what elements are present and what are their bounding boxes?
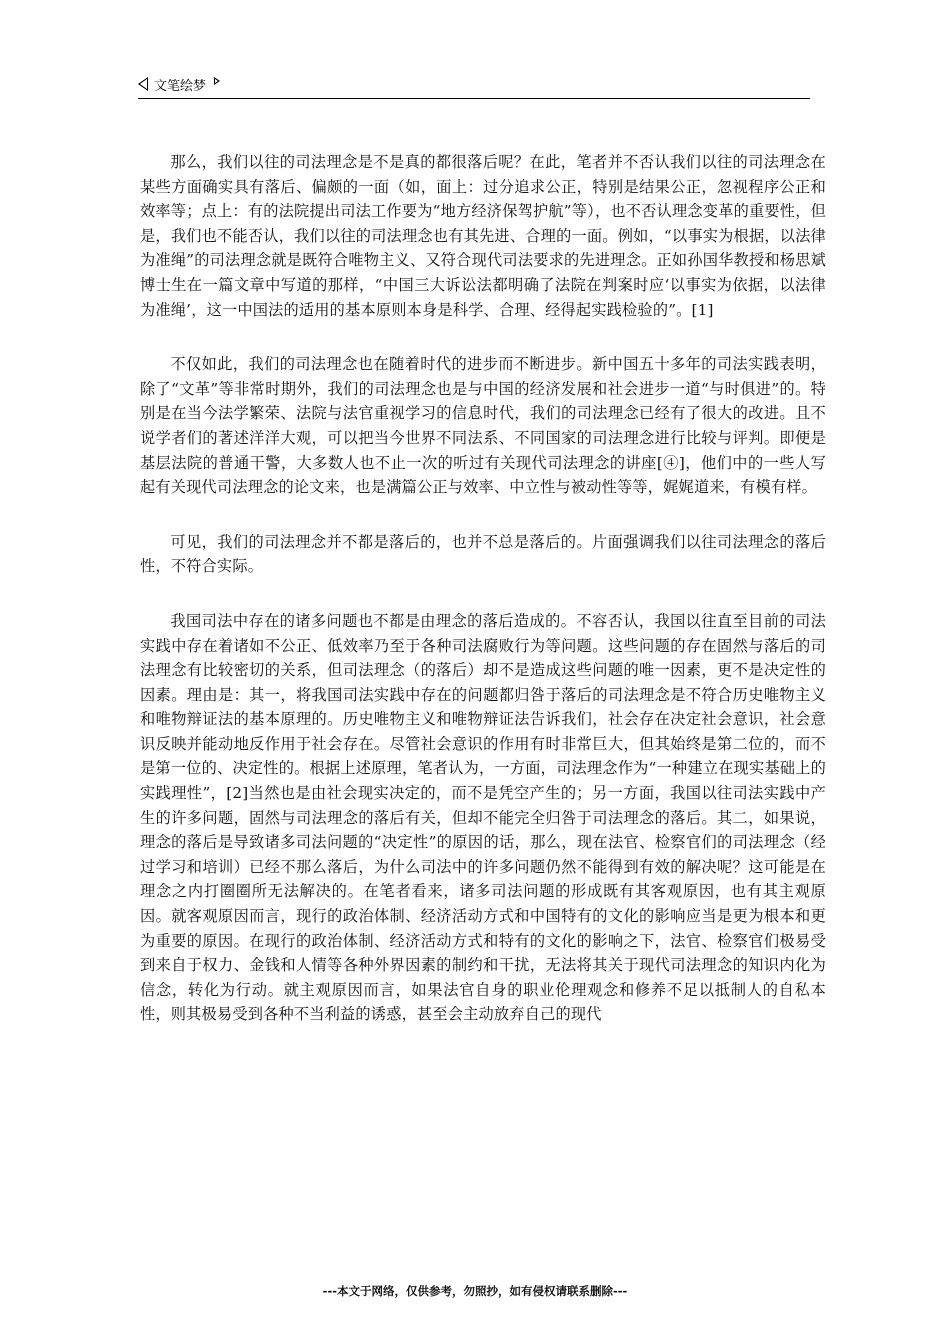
paragraph: 不仅如此，我们的司法理念也在随着时代的进步而不断进步。新中国五十多年的司法实践表明，除了“文革”等非常时期外，我们的司法理念也是与中国的经济发展和社会进步一道“与时俱进”的。特别是在当今法学繁荣、法院与法官重视学习的信息时代，我们的司法理念已经有了很大的改进。且不说学者们的著述洋洋大观，可以把当今世界不同法系、不同国家的司法理念进行比较与评判。即便是基层法院的普通干警，大多数人也不止一次的听过有关现代司法理念的讲座[④]，他们中的一些人写起有关现代司法理念的论文来，也是满篇公正与效率、中立性与被动性等等，娓娓道来，有模有样。 <box>140 355 826 497</box>
header-title: 文笔绘梦 <box>154 78 207 94</box>
page-header <box>138 70 810 99</box>
page-footer: ---本文于网络，仅供参考，勿照抄，如有侵权请联系删除--- <box>322 1284 628 1298</box>
paragraph: 我国司法中存在的诸多问题也不都是由理念的落后造成的。不容否认，我国以往直至目前的司法实践中存在着诸如不公正、低效率乃至于各种司法腐败行为等问题。这些问题的存在固然与落后的司法理念有比较密切的关系，但司法理念（的落后）却不是造成这些问题的唯一因素，更不是决定性的因素。理由是：其一，将我国司法实践中存在的问题都归咎于落后的司法理念是不符合历史唯物主义和唯物辩证法的基本原理的。历史唯物主义和唯物辩证法告诉我们，社会存在决定社会意识，社会意识反映并能动地反作用于社会存在。尽管社会意识的作用有时非常巨大，但其始终是第二位的，而不是第一位的、决定性的。根据上述原理，笔者认为，一方面，司法理念作为“一种建立在现实基础上的实践理性”，[2]当然也是由社会现实决定的，而不是凭空产生的；另一方面，我国以往司法实践中产生的许多问题，固然与司法理念的落后有关，但却不能完全归咎于司法理念的落后。其二，如果说，理念的落后是导致诸多司法问题的“决定性”的原因的话，那么，现在法官、检察官们的司法理念（经过学习和培训）已经不那么落后，为什么司法中的许多问题仍然不能得到有效的解决呢？这可能是在理念之内打圈圈所无法解决的。在笔者看来，诸多司法问题的形成既有其客观原因，也有其主观原因。就客观原因而言，现行的政治体制、经济活动方式和中国特有的文化的影响应当是更为根本和更为重要的原因。在现行的政治体制、经济活动方式和特有的文化的影响之下，法官、检察官们极易受到来自于权力、金钱和人情等各种外界因素的制约和干扰，无法将其关于现代司法理念的知识内化为信念，转化为行动。就主观原因而言，如果法官自身的职业伦理观念和修养不足以抵制人的自私本性，则其极易受到各种不当利益的诱惑，甚至会主动放弃自己的现代 <box>140 611 826 1024</box>
document-body <box>140 150 826 1057</box>
paragraph: 可见，我们的司法理念并不都是落后的，也并不总是落后的。片面强调我们以往司法理念的落后性，不符合实际。 <box>140 532 826 576</box>
triangle-right-icon <box>214 77 220 85</box>
triangle-left-icon <box>138 77 148 91</box>
paragraph: 那么，我们以往的司法理念是不是真的都很落后呢？在此，笔者并不否认我们以往的司法理念在某些方面确实具有落后、偏颇的一面（如，面上：过分追求公正，特别是结果公正，忽视程序公正和效率等；点上：有的法院提出司法工作要为“地方经济保驾护航”等），也不否认理念变革的重要性，但是，我们也不能否认，我们以往的司法理念也有其先进、合理的一面。例如，“以事实为根据，以法律为准绳”的司法理念就是既符合唯物主义、又符合现代司法要求的先进理念。正如孙国华教授和杨思斌博士生在一篇文章中写道的那样，“中国三大诉讼法都明确了法院在判案时应‘以事实为依据，以法律为准绳’，这一中国法的适用的基本原则本身是科学、合理、经得起实践检验的”。[1] <box>140 153 826 319</box>
